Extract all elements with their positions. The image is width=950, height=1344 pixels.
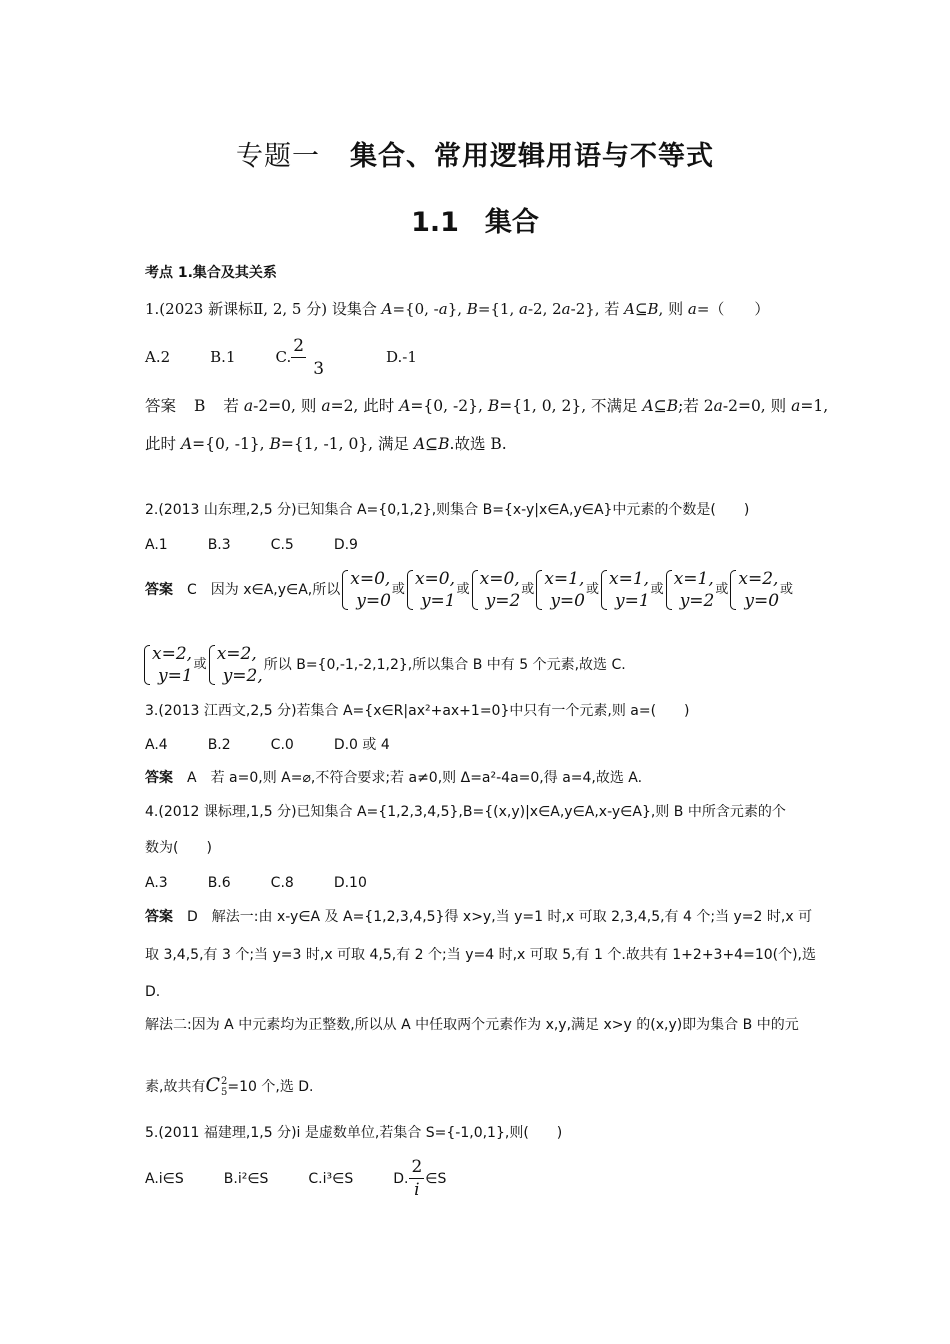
q4-stem-line1: 4.(2012 课标理,1,5 分)已知集合 A={1,2,3,4,5},B={(x,y)|x∈A,y∈A,x-y∈A},则 B 中所含元素的个: [145, 804, 786, 820]
q1-option-b: B.1: [210, 348, 236, 366]
section-title: [0, 200, 950, 239]
binomial-symbol: C: [205, 1074, 220, 1096]
q1-answer-line1: 答案 B 若 a-2=0, 则 a=2, 此时 A={0, -2}, B={1, 0, 2}, 不满足 A⊆B;若 2a-2=0, 则 a=1,: [145, 397, 829, 415]
q4-answer-line1: 答案 D 解法一:由 x-y∈A 及 A={1,2,3,4,5}得 x>y,当 y=1 时,x 可取 2,3,4,5,有 4 个;当 y=2 时,x 可: [145, 909, 813, 925]
q4-answer-line5: 素,故共有C 2 5 =10 个,选 D.: [145, 1074, 314, 1098]
equation-system: x=0, y=0: [341, 568, 391, 612]
section-name: 集合: [484, 207, 539, 238]
q5-stem: 5.(2011 福建理,1,5 分)i 是虚数单位,若集合 S={-1,0,1},则( ): [145, 1125, 563, 1141]
q1-stem: 1.(2023 新课标Ⅱ, 2, 5 分) 设集合 A={0, -a}, B={1, a-2, 2a-2}, 若 A⊆B, 则 a=（ ）: [145, 300, 770, 318]
fraction: $\frac{2}{3}$: [293, 336, 325, 379]
q4-answer-line2: 取 3,4,5,有 3 个;当 y=3 时,x 可取 4,5,有 2 个;当 y=4 时,x 可取 5,有 1 个.故共有 1+2+3+4=10(个),选: [145, 947, 817, 963]
q2-stem: 2.(2013 山东理,2,5 分)已知集合 A={0,1,2},则集合 B={x-y|x∈A,y∈A}中元素的个数是( ): [145, 502, 750, 518]
chapter-prefix: 专题一: [236, 141, 320, 172]
q2-options: A.1 B.3 C.5 D.9: [145, 537, 358, 553]
fraction: $\frac{2}{i}$: [411, 1157, 423, 1200]
q3-answer: 答案 A 若 a=0,则 A=⌀,不符合要求;若 a≠0,则 Δ=a²-4a=0,得 a=4,故选 A.: [145, 770, 643, 786]
chapter-name: 集合、常用逻辑用语与不等式: [350, 141, 714, 172]
q1-answer-line2: 此时 A={0, -1}, B={1, -1, 0}, 满足 A⊆B.故选 B.: [145, 435, 507, 453]
q2-answer-line1: 答案 C 因为 x∈A,y∈A,所以 x=0, y=0 或 x=0, y=1 或 x=0, y=2 或 x=1, y=0 或 x=1, y=1 或 x=1, y=2 或 x=2, y=0 或: [145, 569, 794, 611]
section-number: 1.1: [411, 207, 459, 238]
topic-heading: 考点 1.集合及其关系: [145, 265, 277, 281]
q2-answer-line2: x=2, y=1 或 x=2, y=2, 所以 B={0,-1,-2,1,2},所以集合 B 中有 5 个元素,故选 C.: [145, 641, 626, 689]
q1-option-d: D.-1: [386, 348, 417, 366]
q1-option-c: C. $\frac{2}{3}$: [276, 333, 347, 381]
chapter-title: [0, 134, 950, 173]
q4-stem-line2: 数为( ): [145, 840, 212, 856]
q4-options: A.3 B.6 C.8 D.10: [145, 875, 367, 891]
q1-option-a: A.2: [145, 348, 171, 366]
q1-options: [145, 333, 417, 381]
q4-answer-line4: 解法二:因为 A 中元素均为正整数,所以从 A 中任取两个元素作为 x,y,满足 x>y 的(x,y)即为集合 B 中的元: [145, 1017, 799, 1033]
q4-answer-line3: D.: [145, 984, 161, 1000]
q3-options: A.4 B.2 C.0 D.0 或 4: [145, 737, 390, 753]
q5-options: A.i∈S B.i²∈S C.i³∈S D. $\frac{2}{i}$ ∈S: [145, 1157, 447, 1200]
q3-stem: 3.(2013 江西文,2,5 分)若集合 A={x∈R|ax²+ax+1=0}中只有一个元素,则 a=( ): [145, 703, 690, 719]
